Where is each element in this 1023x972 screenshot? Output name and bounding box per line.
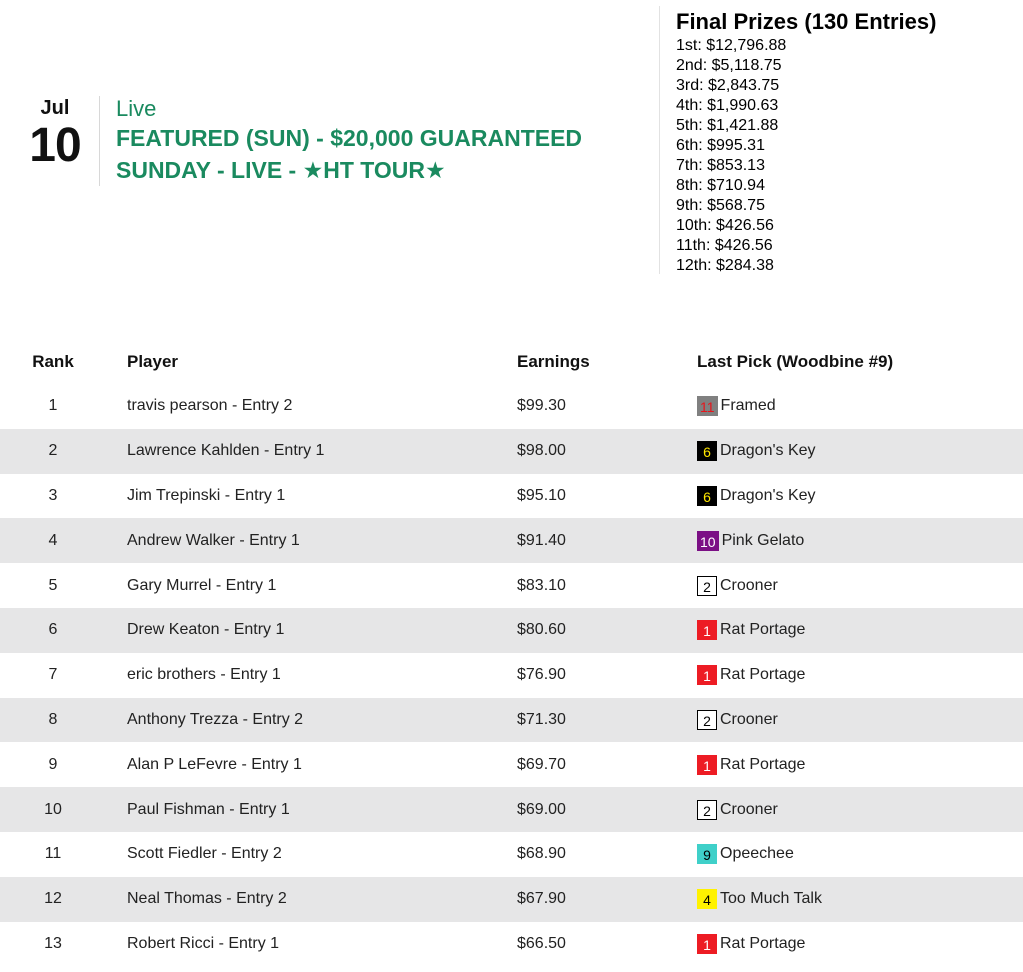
saddle-cloth-number: 11 <box>697 396 718 416</box>
prize-item: 11th: $426.56 <box>676 237 773 254</box>
saddle-cloth-number: 10 <box>697 531 719 551</box>
table-row[interactable] <box>0 653 1023 698</box>
rank-cell: 8 <box>0 698 106 743</box>
earnings-cell: $80.60 <box>495 608 667 653</box>
saddle-cloth-number: 4 <box>697 889 717 909</box>
saddle-cloth-number: 1 <box>697 755 717 775</box>
horse-name: Crooner <box>720 576 778 594</box>
table-row[interactable] <box>0 474 1023 519</box>
player-cell[interactable]: Jim Trepinski - Entry 1 <box>127 486 286 504</box>
horse-name: Too Much Talk <box>720 890 822 908</box>
header-player: Player <box>127 352 179 371</box>
player-cell[interactable]: Alan P LeFevre - Entry 1 <box>127 755 302 773</box>
player-cell[interactable]: Drew Keaton - Entry 1 <box>106 608 495 653</box>
rank-cell: 10 <box>0 787 106 832</box>
table-row[interactable] <box>0 877 1023 922</box>
last-pick <box>697 934 1023 954</box>
saddle-cloth-number: 2 <box>697 576 717 596</box>
table-header-row <box>0 340 1023 384</box>
prize-item: 6th: $995.31 <box>676 137 765 154</box>
last-pick-cell <box>667 832 1023 877</box>
player-cell[interactable]: Lawrence Kahlden - Entry 1 <box>106 429 495 474</box>
table-row[interactable] <box>0 742 1023 787</box>
last-pick <box>697 620 1023 640</box>
prize-item: 10th: $426.56 <box>676 217 774 234</box>
earnings-cell: $99.30 <box>517 397 566 415</box>
earnings-cell: $76.90 <box>517 666 566 684</box>
rank-cell: 6 <box>0 608 106 653</box>
event-month: Jul <box>40 97 70 119</box>
horse-name: Framed <box>720 397 776 415</box>
header-last-pick: Last Pick (Woodbine #9) <box>697 352 894 371</box>
last-pick <box>697 889 1023 909</box>
last-pick <box>697 396 1023 416</box>
header-rank: Rank <box>32 352 74 371</box>
table-row[interactable] <box>0 429 1023 474</box>
saddle-cloth-number: 1 <box>697 665 717 685</box>
horse-name: Crooner <box>720 800 778 818</box>
earnings-cell: $83.10 <box>517 576 566 594</box>
saddle-cloth-number: 9 <box>697 844 717 864</box>
prize-item: 2nd: $5,118.75 <box>676 57 782 74</box>
last-pick-cell <box>667 742 1023 787</box>
last-pick-cell <box>667 877 1023 922</box>
earnings-cell: $68.90 <box>517 845 566 863</box>
rank-cell: 5 <box>48 576 58 594</box>
rank-cell: 9 <box>48 755 58 773</box>
prize-item: 9th: $568.75 <box>676 197 765 214</box>
event-status: Live <box>116 96 157 121</box>
saddle-cloth-number: 1 <box>697 620 717 640</box>
header-earnings: Earnings <box>517 352 590 371</box>
table-row[interactable] <box>0 563 1023 608</box>
player-cell[interactable]: Andrew Walker - Entry 1 <box>106 518 495 563</box>
last-pick-cell <box>667 429 1023 474</box>
last-pick-cell <box>667 384 1023 429</box>
earnings-cell: $66.50 <box>517 934 566 952</box>
player-cell[interactable]: Scott Fiedler - Entry 2 <box>127 845 282 863</box>
player-cell[interactable]: travis pearson - Entry 2 <box>127 397 293 415</box>
prize-item: 1st: $12,796.88 <box>676 37 787 54</box>
prizes-title: Final Prizes (130 Entries) <box>676 9 937 34</box>
prize-item: 4th: $1,990.63 <box>676 97 779 114</box>
event-title-line-1[interactable]: FEATURED (SUN) - $20,000 GUARANTEED <box>116 125 583 151</box>
last-pick <box>697 755 1023 775</box>
last-pick-cell <box>667 653 1023 698</box>
event-info <box>116 96 646 186</box>
last-pick-cell <box>667 922 1023 967</box>
earnings-cell: $95.10 <box>517 486 566 504</box>
last-pick-cell <box>667 474 1023 519</box>
last-pick-cell <box>667 608 1023 653</box>
earnings-cell: $67.90 <box>495 877 667 922</box>
rank-cell: 13 <box>44 934 62 952</box>
horse-name: Rat Portage <box>720 934 806 952</box>
horse-name: Rat Portage <box>720 666 806 684</box>
table-row[interactable] <box>0 608 1023 653</box>
prize-item: 5th: $1,421.88 <box>676 117 779 134</box>
saddle-cloth-number: 1 <box>697 934 717 954</box>
player-cell[interactable]: Robert Ricci - Entry 1 <box>127 934 280 952</box>
last-pick-cell <box>667 787 1023 832</box>
last-pick-cell <box>667 698 1023 743</box>
table-row[interactable] <box>0 384 1023 429</box>
prize-item: 12th: $284.38 <box>676 257 774 274</box>
last-pick <box>697 576 1023 596</box>
table-row[interactable] <box>0 518 1023 563</box>
earnings-cell: $71.30 <box>495 698 667 743</box>
player-cell[interactable]: Gary Murrel - Entry 1 <box>127 576 277 594</box>
prize-item: 8th: $710.94 <box>676 177 765 194</box>
saddle-cloth-number: 2 <box>697 710 717 730</box>
rank-cell: 1 <box>48 397 58 415</box>
player-cell[interactable]: Paul Fishman - Entry 1 <box>106 787 495 832</box>
last-pick <box>697 441 1023 461</box>
last-pick <box>697 531 1023 551</box>
player-cell[interactable]: Anthony Trezza - Entry 2 <box>106 698 495 743</box>
date-divider <box>99 96 100 186</box>
event-day: 10 <box>29 119 81 172</box>
rank-cell: 11 <box>44 845 62 863</box>
horse-name: Dragon's Key <box>720 442 816 460</box>
table-row[interactable] <box>0 922 1023 967</box>
earnings-cell: $91.40 <box>495 518 667 563</box>
last-pick <box>697 665 1023 685</box>
horse-name: Opeechee <box>720 845 794 863</box>
earnings-cell: $98.00 <box>495 429 667 474</box>
last-pick <box>697 486 1023 506</box>
horse-name: Rat Portage <box>720 621 806 639</box>
final-prizes <box>676 8 1016 276</box>
horse-name: Rat Portage <box>720 755 806 773</box>
rank-cell: 2 <box>0 429 106 474</box>
earnings-cell: $69.00 <box>495 787 667 832</box>
last-pick <box>697 800 1023 820</box>
horse-name: Pink Gelato <box>721 531 805 549</box>
rank-cell: 12 <box>0 877 106 922</box>
saddle-cloth-number: 2 <box>697 800 717 820</box>
leaderboard-body <box>0 384 1023 966</box>
prizes-divider <box>659 6 660 274</box>
player-cell[interactable]: Neal Thomas - Entry 2 <box>106 877 495 922</box>
earnings-cell: $69.70 <box>517 755 566 773</box>
event-title-line-2[interactable]: SUNDAY - LIVE - ★HT TOUR★ <box>116 157 446 183</box>
saddle-cloth-number: 6 <box>697 486 717 506</box>
rank-cell: 3 <box>48 486 58 504</box>
last-pick-cell <box>667 518 1023 563</box>
horse-name: Dragon's Key <box>720 486 816 504</box>
table-row[interactable] <box>0 832 1023 877</box>
table-row[interactable] <box>0 698 1023 743</box>
rank-cell: 7 <box>48 666 58 684</box>
last-pick-cell <box>667 563 1023 608</box>
saddle-cloth-number: 6 <box>697 441 717 461</box>
prize-item: 3rd: $2,843.75 <box>676 77 780 94</box>
prize-item: 7th: $853.13 <box>676 157 765 174</box>
prizes-list <box>676 36 1016 276</box>
event-date <box>24 96 86 172</box>
rank-cell: 4 <box>0 518 106 563</box>
leaderboard-table <box>0 340 1023 966</box>
last-pick <box>697 710 1023 730</box>
player-cell[interactable]: eric brothers - Entry 1 <box>127 666 281 684</box>
horse-name: Crooner <box>720 710 778 728</box>
last-pick <box>697 844 1023 864</box>
table-row[interactable] <box>0 787 1023 832</box>
